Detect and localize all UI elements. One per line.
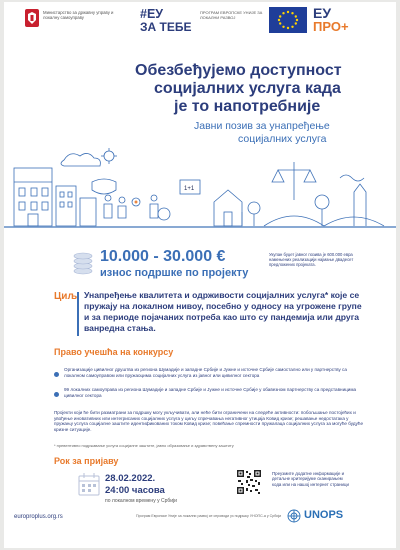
deadline-timezone: по локалном времену у Србији <box>105 498 177 504</box>
goal-text: Унапређење квалитета и одрживости социјалних услуга* које се пружају на локалном нивоу, посебно у односу на угрожене групе и за периоде појачаних потреба као што су пандемија или друга ванредна стања. <box>84 290 362 333</box>
goal-heading: Циљ <box>54 291 78 302</box>
eu-logo-line2: ПРО+ <box>313 19 349 34</box>
hashtag-line1: #ЕУ <box>140 7 164 21</box>
website-link[interactable]: europroplus.org.rs <box>14 514 63 520</box>
serbian-coat-of-arms-icon <box>24 8 40 28</box>
bullet-icon <box>54 372 59 377</box>
deadline-date: 28.02.2022. <box>105 473 156 484</box>
support-label: износ подршке по пројекту <box>100 267 249 279</box>
deadline-heading: Рок за пријаву <box>54 456 119 466</box>
qr-code-icon[interactable] <box>236 469 262 495</box>
program-text: ПРОГРАМ ЕВРОПСКЕ УНИЈЕ ЗА ЛОКАЛНИ РАЗВОЈ <box>200 10 263 20</box>
subtitle-line-2: социјалних услуга <box>238 133 327 145</box>
coins-icon <box>72 249 94 275</box>
poster <box>4 2 396 548</box>
city-illustration <box>4 142 396 234</box>
unops-logo: UNOPS <box>304 509 344 521</box>
qr-note: Преузмите додатне информације и детаљне критеријуме сканирањем кода или на нашој интернет страници <box>272 471 349 487</box>
eligibility-item-1: Организације цивилног друштва из региона Шумадије и западне Србије и Јужне и источне Србије самостално или у партнерству са локалном самоуправом или пружаоцима социјалних услуга из јавног или цивилног сектора <box>64 367 347 378</box>
support-amount: 10.000 - 30.000 € <box>100 248 226 265</box>
eu-logo-line1: ЕУ <box>313 5 332 21</box>
goal-divider <box>77 292 79 336</box>
svg-text:1+1: 1+1 <box>184 186 195 192</box>
title-line-3: је то напотребније <box>174 98 321 115</box>
ministry-text: Министарство за државну управу и локалну самоуправу <box>43 10 114 20</box>
eligibility-heading: Право учешћа на конкурсу <box>54 347 174 357</box>
deadline-time: 24:00 часова <box>105 485 165 496</box>
calendar-icon <box>78 472 100 496</box>
budget-note: Укупан буџет јавног позива је 600.000 евра намењених реализацији најмање двадесет предложених пројеката. <box>269 252 354 268</box>
un-emblem-icon <box>286 508 302 524</box>
bullet-icon <box>54 392 59 397</box>
subtitle-line-1: Јавни позив за унапређење <box>194 120 330 132</box>
eligibility-footnote: * превентивно подржавање услуга социјалне заштите, јавно образовање и здравствену заштиту <box>54 443 234 448</box>
eligibility-item-2: 99 локалних самоуправа из региона Шумадије и западне Србије и Јужне и источне Србије у обавезном партнерству са представницима цивилног сектора <box>64 387 357 398</box>
title-line-2: социјалних услуга када <box>154 80 341 97</box>
eligibility-body: Пројекти који ће бити разматрани за подршку могу укључивати, али неће бити ограничени на следеће активности: побољшање постојећих и увођење иновативних или интегрисаних социјалних услуга у циљу спречавања негативног утицаја Ковид кризе; решавање недостатака у пружању услуга социјалне заштите идентификованих током Ковид кризе; повећање спремности пружалаца социјалних услуга за могуће будуће кризне ситуације. <box>54 410 363 432</box>
hashtag-line2: ЗА ТЕБЕ <box>140 20 192 34</box>
title-line-1: Обезбеђујемо доступност <box>135 62 342 79</box>
footer-disclaimer: Програм Европске Уније за локални развој се спроводи уз подршку УНОПС-а у Србији <box>136 514 282 518</box>
eu-flag-icon <box>269 7 307 33</box>
